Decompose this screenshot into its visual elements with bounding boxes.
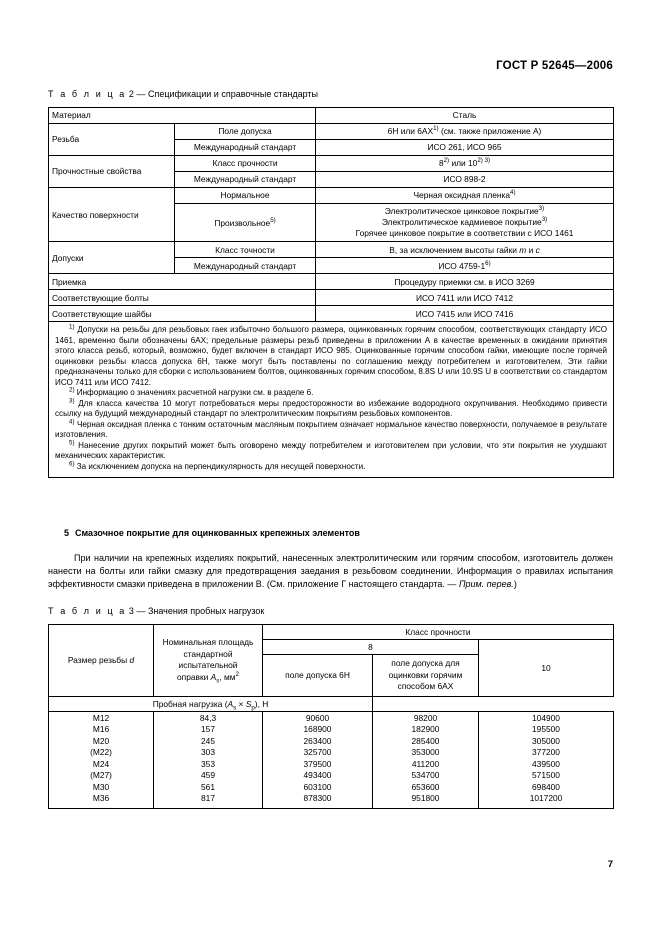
footnote-2-text: Информацию о значениях расчетной нагрузки см. в разделе 6. [76, 388, 314, 398]
table2-caption-dash: — [136, 89, 146, 99]
col-header-class-10: 10 [479, 640, 614, 697]
row-sublabel-intl-standard-1: Международный стандарт [175, 140, 316, 156]
cell-size-3: (M22) [90, 747, 112, 758]
row-value-surface-arbitrary [316, 204, 614, 242]
cell-p6h-2: 263400 [303, 735, 332, 746]
cell-p6h-3: 325700 [303, 747, 332, 758]
cell-p10-3: 377200 [532, 747, 560, 758]
thread-size-symbol: d [129, 655, 135, 666]
field-6ax-line-1: поле допуска для [391, 658, 460, 668]
table-row [49, 124, 614, 140]
row-value-acceptance: Процедуру приемки см. в ИСО 3269 [316, 274, 614, 290]
section-5-paragraph-part2: ) [513, 578, 517, 589]
table3-caption-dash: — [136, 606, 146, 616]
col-data-nominal-area [154, 711, 263, 808]
row-sublabel-accuracy-class: Класс точности [175, 242, 316, 258]
row-label-acceptance: Приемка [49, 274, 316, 290]
table-row [49, 290, 614, 306]
col-header-class-8: 8 [263, 640, 479, 655]
row-value-washers: ИСО 7415 или ИСО 7416 [316, 306, 614, 322]
section-5-paragraph [48, 552, 613, 590]
cell-p10-0: 104900 [532, 712, 560, 723]
footnote-5 [55, 441, 607, 462]
table-row [49, 274, 614, 290]
footnote-ref-2: 2) [443, 157, 450, 165]
row-label-bolts: Соответствующие болты [49, 290, 316, 306]
strength-class-8: 8 [438, 158, 444, 169]
table2-caption-number: 2 [128, 89, 134, 99]
table2-caption [48, 89, 318, 99]
surface-arb-line-3: Горячее цинковое покрытие в соответствии с ИСО 1461 [355, 228, 574, 239]
row-value-strength-class [316, 156, 614, 172]
footnote-ref-3a: 3) [538, 205, 545, 213]
col-data-proof-6h [263, 711, 373, 808]
footnote-ref-5: 5) [270, 216, 276, 224]
footnote-5-text: Нанесение других покрытий может быть оговорено между потребителем и изготовителем при условии, что эти покрытия не ухудшают механических характеристик. [55, 440, 608, 461]
footnote-4 [55, 420, 607, 441]
table2-caption-text: Спецификации и справочные стандарты [147, 89, 318, 99]
proof-load-s-sub: p [251, 704, 255, 712]
nominal-area-line-3: испытательной [178, 660, 238, 671]
page-number: 7 [607, 859, 613, 870]
nominal-area-symbol: A [210, 671, 217, 682]
standard-number-header: ГОСТ Р 52645—2006 [496, 60, 613, 72]
nominal-area-subscript: s [216, 677, 220, 685]
specifications-table [48, 107, 614, 478]
footnote-1-text: Допуски на резьбы для резьбовых гаек избыточно большого размера, оцинкованных горячим способом, соответствующих стандарту ИСО 1461, временно были обозначены 6АХ; предельные размеры резьб приведены в приложении А в качестве временных в ожидании принятия этого класса резьб, который, возможно, будет включен в стандарт ИСО 985. Оцинкованные горячим способом гайки, имеющие после горячей оцинковки резьбы класса допуска 6Н, также могут быть поставлены по соглашению между потребителем и изготовителем. Эти гайки предназначены только для сборки с использованием болтов, оцинкованных горячим способом, 8.8S U или 10.9S U в соответствии со стандартом ИСО 7411 или ИСО 7412. [55, 325, 608, 387]
footnote-2-marker: 2) [69, 386, 75, 394]
col-header-thread-size [49, 625, 154, 697]
row-sublabel-tolerance-field: Поле допуска [175, 124, 316, 140]
cell-size-5: (M27) [90, 770, 112, 781]
row-label-strength: Прочностные свойства [49, 156, 175, 188]
table3-caption-text: Значения пробных нагрузок [147, 606, 265, 616]
table-footnotes-row [49, 322, 614, 477]
accuracy-class-c: c [535, 244, 540, 255]
cell-size-1: M16 [92, 724, 110, 735]
table2-caption-prefix: Т а б л и ц а [48, 89, 127, 99]
table-row [49, 242, 614, 258]
footnote-1 [55, 325, 607, 388]
proof-load-a-sub: s [233, 704, 237, 712]
row-sublabel-intl-standard-3: Международный стандарт [175, 258, 316, 274]
nominal-area-line-4 [157, 672, 259, 684]
thread-tolerance-post: (см. также приложение А) [438, 126, 542, 137]
cell-size-7: M36 [92, 793, 110, 804]
cell-p6h-7: 878300 [303, 793, 332, 804]
cell-p6h-5: 493400 [303, 770, 332, 781]
cell-p6h-6: 603100 [303, 781, 332, 792]
proof-load-a: A [227, 698, 234, 709]
col-data-proof-6ax [373, 711, 479, 808]
footnote-6 [55, 462, 607, 473]
table3-data-block [49, 711, 614, 808]
table-row [49, 188, 614, 204]
footnote-4-marker: 4) [69, 418, 75, 426]
strength-class-mid: или 10 [449, 158, 478, 169]
cell-p6ax-7: 951800 [411, 793, 440, 804]
row-label-thread: Резьба [49, 124, 175, 156]
row-value-surface-normal [316, 188, 614, 204]
thread-size-label: Размер резьбы [67, 655, 130, 666]
footnote-2 [55, 388, 607, 399]
section-5-title: Смазочное покрытие для оцинкованных крепежных элементов [75, 528, 360, 538]
tolerance-standard-text: ИСО 4759-1 [438, 260, 486, 271]
row-label-washers: Соответствующие шайбы [49, 306, 316, 322]
cell-area-1: 157 [201, 724, 215, 735]
table-row [49, 108, 614, 124]
footnote-6-text: За исключением допуска на перпендикулярность для несущей поверхности. [76, 461, 366, 471]
footnote-ref-4: 4) [510, 189, 516, 197]
cell-area-7: 817 [201, 793, 215, 804]
proof-load-values-table [48, 624, 614, 809]
cell-area-5: 459 [201, 770, 215, 781]
surface-arb-line-2 [319, 217, 610, 228]
cell-size-0: M12 [92, 712, 110, 723]
surface-arb-2: Электролитическое кадмиевое покрытие [381, 217, 542, 228]
field-6ax-line-2: оцинковки горячим [388, 669, 463, 680]
table3-header-row-1 [49, 625, 614, 640]
cell-area-2: 245 [201, 735, 215, 746]
table3-caption-number: 3 [128, 606, 134, 616]
cell-p10-6: 698400 [532, 781, 560, 792]
row-value-accuracy-class [316, 242, 614, 258]
cell-area-4: 353 [201, 758, 215, 769]
accuracy-class-text: В, за исключением высоты гайки [389, 244, 520, 255]
section-5-heading [64, 528, 360, 538]
cell-p6ax-3: 353000 [411, 747, 440, 758]
footnote-3-text: Для класса качества 10 могут потребоваться меры предосторожности во избежание водородного охрупчивания. Необходимо привести ссылку на будущий международный стандарт по электролитическим покрытиям резьбовых компонентов. [55, 398, 608, 419]
cell-size-2: M20 [92, 735, 110, 746]
table-row [49, 306, 614, 322]
cell-p6ax-6: 653600 [411, 781, 440, 792]
table3-caption-prefix: Т а б л и ц а [48, 606, 127, 616]
accuracy-class-and: и [526, 244, 536, 255]
surface-normal-text: Черная оксидная пленка [413, 190, 511, 201]
cell-size-6: M30 [92, 781, 110, 792]
footnote-3-marker: 3) [69, 397, 75, 405]
nominal-area-pre: оправки [177, 671, 211, 682]
footnote-5-marker: 5) [69, 439, 75, 447]
footnote-ref-3b: 3) [541, 216, 548, 224]
cell-p10-2: 305000 [532, 735, 560, 746]
table2-footnotes [49, 322, 614, 477]
footnote-ref-2-3: 2) 3) [477, 157, 491, 165]
nominal-area-line-2: стандартной [183, 648, 233, 659]
cell-p10-1: 195500 [532, 724, 560, 735]
cell-p6ax-2: 285400 [411, 735, 440, 746]
footnote-ref-1: 1) [433, 125, 439, 133]
arbitrary-text: Произвольное [214, 217, 271, 228]
thread-tolerance-pre: 6Н или 6АХ [387, 126, 434, 137]
row-label-surface: Качество поверхности [49, 188, 175, 242]
nominal-area-units: , мм [219, 671, 236, 682]
footnote-1-marker: 1) [69, 323, 75, 331]
row-value-strength-standard: ИСО 898-2 [316, 172, 614, 188]
row-sublabel-normal: Нормальное [175, 188, 316, 204]
row-value-thread-standard: ИСО 261, ИСО 965 [316, 140, 614, 156]
footnote-4-text: Черная оксидная пленка с тонким остаточным масляным покрытием означает нормальное качество поверхности, получаемое в результате изготовления. [55, 419, 608, 440]
row-sublabel-intl-standard-2: Международный стандарт [175, 172, 316, 188]
cell-p10-5: 571500 [532, 770, 560, 781]
section-5-paragraph-italic: Прим. перев. [458, 578, 514, 589]
col-header-field-6ax [373, 655, 479, 697]
footnote-6-marker: 6) [69, 460, 75, 468]
proof-load-post: ), Н [254, 698, 269, 709]
cell-p6h-0: 90600 [305, 712, 330, 723]
field-6ax-line-3: способом 6АХ [397, 681, 454, 692]
section-5-paragraph-part1: При наличии на крепежных изделиях покрытий, нанесенных электролитическим или горячим способом, изготовитель должен нанести на болты или гайки смазку для предотвращения заедания в резьбовом соединении. Информация о правилах испытания эффективности смазки приведена в приложении В. (См. приложение Г настоящего стандарта. — [48, 553, 613, 589]
footnote-3 [55, 399, 607, 420]
row-value-tolerance-standard [316, 258, 614, 274]
col-data-proof-10 [479, 711, 614, 808]
row-value-bolts: ИСО 7411 или ИСО 7412 [316, 290, 614, 306]
cell-p10-7: 1017200 [529, 793, 563, 804]
table3-header-row-4 [49, 696, 614, 711]
col-data-thread-size [49, 711, 154, 808]
cell-p6h-1: 168900 [303, 724, 332, 735]
table-row [49, 156, 614, 172]
row-value-thread-tolerance [316, 124, 614, 140]
surface-arb-1: Электролитическое цинковое покрытие [384, 206, 539, 216]
proof-load-s: S [245, 698, 252, 709]
col-header-nominal-area [154, 625, 263, 697]
cell-area-3: 303 [201, 747, 215, 758]
proof-load-times: × [236, 698, 246, 709]
cell-p6ax-5: 534700 [411, 770, 440, 781]
row-sublabel-arbitrary [175, 204, 316, 242]
col-header-strength-class: Класс прочности [263, 625, 614, 640]
row-value-material: Сталь [316, 108, 614, 124]
col-header-proof-load [49, 696, 373, 711]
proof-load-pre: Пробная нагрузка ( [152, 698, 228, 709]
cell-p10-4: 439500 [532, 758, 560, 769]
footnote-ref-6: 6) [485, 259, 491, 267]
cell-p6ax-4: 411200 [411, 758, 440, 769]
cell-p6h-4: 379500 [303, 758, 332, 769]
row-label-material: Материал [49, 108, 316, 124]
nominal-area-line-1: Номинальная площадь [162, 637, 254, 648]
cell-p6ax-0: 98200 [413, 712, 438, 723]
cell-size-4: M24 [92, 758, 110, 769]
nominal-area-exponent: 2 [235, 671, 239, 679]
row-sublabel-strength-class: Класс прочности [175, 156, 316, 172]
section-5-number: 5 [64, 528, 70, 538]
table3-caption [48, 606, 264, 616]
row-label-tolerance: Допуски [49, 242, 175, 274]
cell-area-6: 561 [201, 781, 215, 792]
cell-p6ax-1: 182900 [411, 724, 440, 735]
cell-area-0: 84,3 [199, 712, 217, 723]
col-header-field-6h: поле допуска 6Н [263, 655, 373, 697]
accuracy-class-m: m [519, 244, 527, 255]
surface-arb-line-1 [319, 206, 610, 217]
